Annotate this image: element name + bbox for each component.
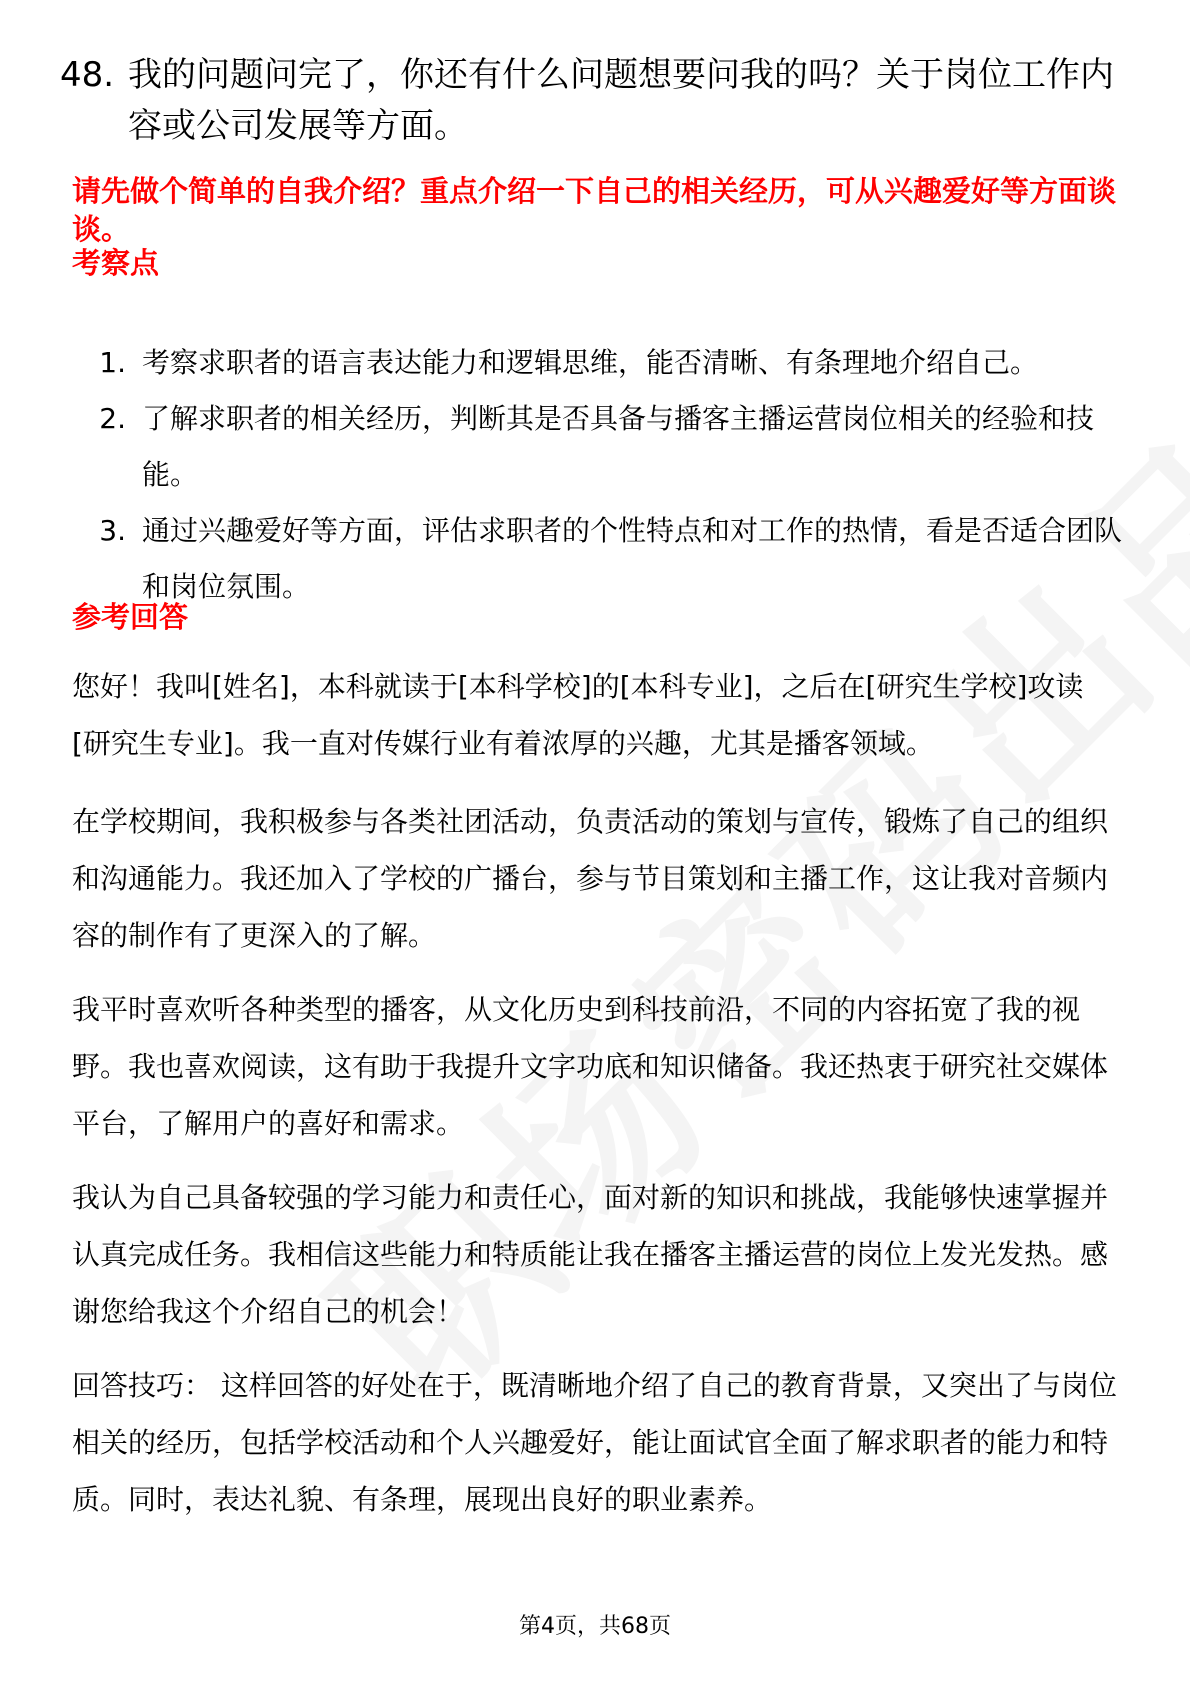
list-item: [72, 391, 1122, 503]
page-footer: 第4页，共68页: [519, 1614, 671, 1639]
answer-heading: 参考回答: [72, 600, 189, 634]
list-item-text: 考察求职者的语言表达能力和逻辑思维，能否清晰、有条理地介绍自己。: [142, 346, 1039, 379]
list-item-text: 通过兴趣爱好等方面，评估求职者的个性特点和对工作的热情，看是否适合团队和岗位氛围。: [142, 514, 1123, 603]
question-text: 我的问题问完了，你还有什么问题想要问我的吗？关于岗位工作内容或公司发展等方面。: [128, 55, 1114, 146]
list-item-number: 3.: [99, 514, 126, 547]
list-item-text: 了解求职者的相关经历，判断其是否具备与播客主播运营岗位相关的经验和技能。: [142, 402, 1095, 491]
list-item: [72, 503, 1122, 615]
interview-prompt: 请先做个简单的自我介绍？重点介绍一下自己的相关经历，可从兴趣爱好等方面谈谈。: [72, 174, 1117, 246]
question-title: [60, 50, 1120, 152]
answer-paragraph: 我平时喜欢听各种类型的播客，从文化历史到科技前沿，不同的内容拓宽了我的视野。我也喜欢阅读，这有助于我提升文字功底和知识储备。我还热衷于研究社交媒体平台，了解用户的喜好和需求。: [72, 993, 1109, 1140]
answer-tips-paragraph: 回答技巧： 这样回答的好处在于，既清晰地介绍了自己的教育背景，又突出了与岗位相关的经历，包括学校活动和个人兴趣爱好，能让面试官全面了解求职者的能力和特质。同时，表达礼貌、有条理，展现出良好的职业素养。: [72, 1369, 1117, 1516]
list-item-number: 1.: [99, 346, 126, 379]
question-number: 48.: [60, 55, 115, 95]
points-heading: 考察点: [72, 246, 160, 280]
answer-paragraph: 您好！我叫[姓名]，本科就读于[本科学校]的[本科专业]，之后在[研究生学校]攻读[研究生专业]。我一直对传媒行业有着浓厚的兴趣，尤其是播客领域。: [72, 670, 1084, 760]
answer-paragraph: 我认为自己具备较强的学习能力和责任心，面对新的知识和挑战，我能够快速掌握并认真完成任务。我相信这些能力和特质能让我在播客主播运营的岗位上发光发热。感谢您给我这个介绍自己的机会！: [72, 1181, 1109, 1328]
list-item-number: 2.: [99, 402, 126, 435]
assessment-points-list: [72, 335, 1122, 615]
answer-paragraph: 在学校期间，我积极参与各类社团活动，负责活动的策划与宣传，锻炼了自己的组织和沟通能力。我还加入了学校的广播台，参与节目策划和主播工作，这让我对音频内容的制作有了更深入的了解。: [72, 805, 1109, 952]
list-item: [72, 335, 1122, 391]
